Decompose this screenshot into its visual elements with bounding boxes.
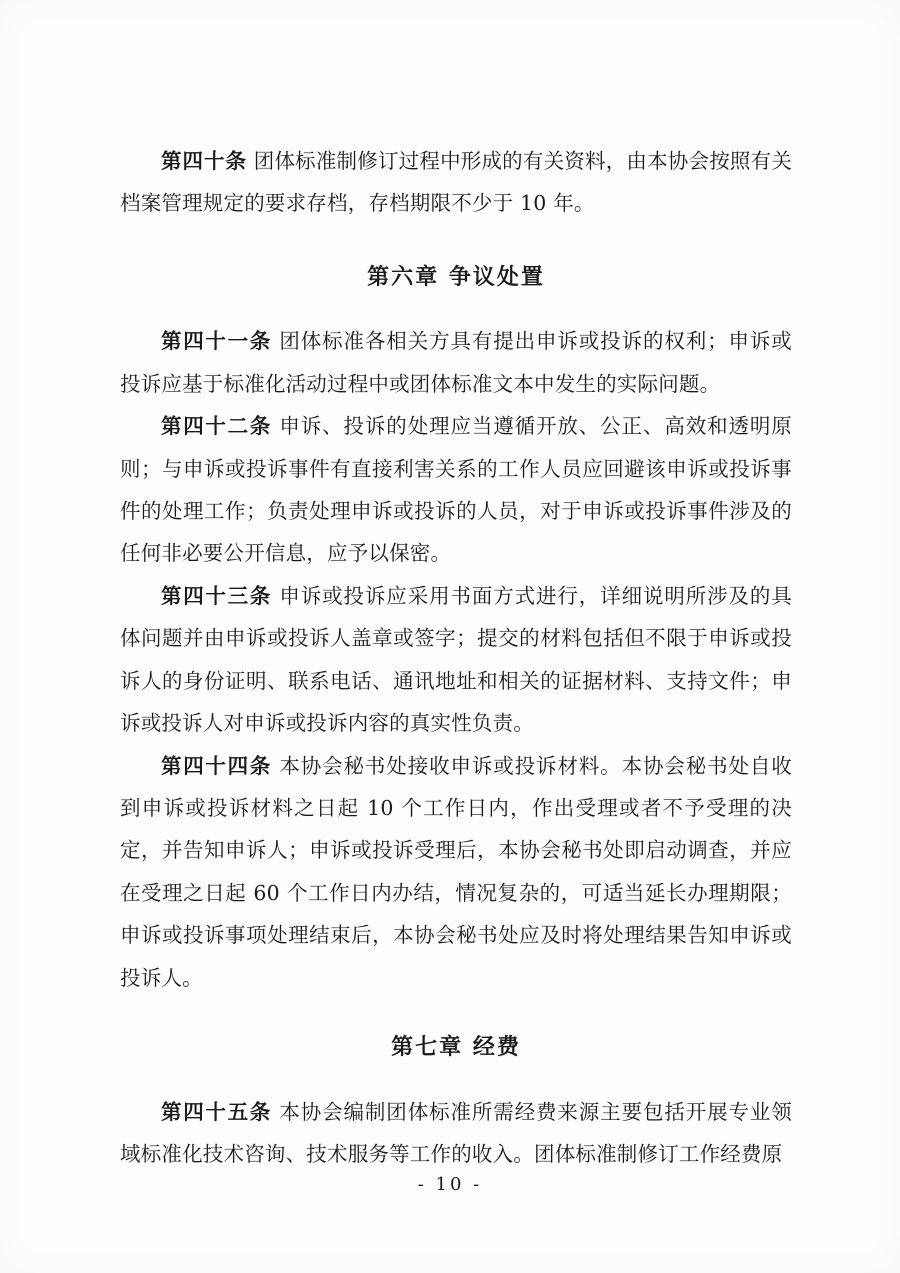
article-label: 第四十四条: [161, 753, 272, 778]
page-number: - 10 -: [417, 1174, 483, 1195]
article-paragraph-41: [120, 320, 792, 405]
article-paragraph-40: [120, 140, 792, 225]
article-label: 第四十三条: [161, 583, 272, 608]
article-text: 团体标准各相关方具有提出申诉或投诉的权利；申诉或投诉应基于标准化活动过程中或团体标准文本中发生的实际问题。: [120, 329, 792, 396]
chapter-heading-6: 第六章 争议处置: [367, 263, 545, 290]
article-paragraph-42: [120, 405, 792, 575]
article-paragraph-44: [120, 745, 792, 1000]
article-text: 本协会秘书处接收申诉或投诉材料。本协会秘书处自收到申诉或投诉材料之日起 10 个工作日内，作出受理或者不予受理的决定，并告知申诉人；申诉或投诉受理后，本协会秘书处即启动调查，并应在受理之日起 60 个工作日内办结，情况复杂的，可适当延长办理期限；申诉或投诉事项处理结束后，本协会秘书处应及时将处理结果告知申诉或投诉人。: [120, 753, 792, 990]
article-text: 团体标准制修订过程中形成的有关资料，由本协会按照有关档案管理规定的要求存档，存档期限不少于 10 年。: [120, 149, 793, 216]
chapter-heading-7: 第七章 经费: [391, 1034, 521, 1061]
article-text: 申诉、投诉的处理应当遵循开放、公正、高效和透明原则；与申诉或投诉事件有直接利害关系的工作人员应回避该申诉或投诉事件的处理工作；负责处理申诉或投诉的人员，对于申诉或投诉事件涉及的任何非必要公开信息，应予以保密。: [120, 414, 792, 566]
article-text: 申诉或投诉应采用书面方式进行，详细说明所涉及的具体问题并由申诉或投诉人盖章或签字；提交的材料包括但不限于申诉或投诉人的身份证明、联系电话、通讯地址和相关的证据材料、支持文件；申诉或投诉人对申诉或投诉内容的真实性负责。: [120, 583, 792, 736]
article-label: 第四十五条: [161, 1099, 272, 1124]
document-body: [120, 140, 792, 1176]
article-label: 第四十二条: [161, 414, 272, 439]
article-label: 第四十一条: [161, 329, 272, 354]
article-paragraph-43: [120, 575, 792, 745]
page-footer: [0, 1174, 900, 1195]
article-paragraph-45: [120, 1091, 792, 1176]
article-label: 第四十条: [161, 149, 248, 173]
article-text: 本协会编制团体标准所需经费来源主要包括开展专业领域标准化技术咨询、技术服务等工作的收入。团体标准制修订工作经费原: [120, 1099, 792, 1167]
